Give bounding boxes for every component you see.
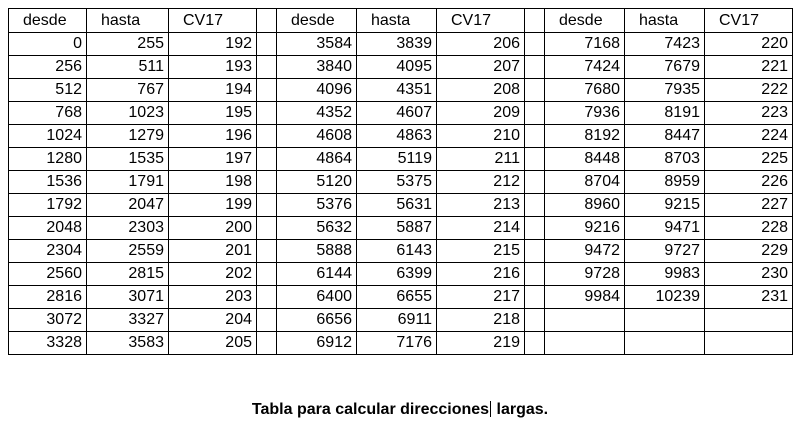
table-row — [9, 217, 793, 240]
table-row — [9, 125, 793, 148]
cell-hasta: 4607 — [357, 102, 437, 125]
column-separator — [257, 194, 277, 217]
table-row — [9, 263, 793, 286]
header-hasta: hasta — [87, 9, 169, 33]
column-separator — [257, 125, 277, 148]
header-desde: desde — [277, 9, 357, 33]
cell-hasta: 767 — [87, 79, 169, 102]
cell-hasta: 9215 — [625, 194, 705, 217]
cell-cv17: 204 — [169, 309, 257, 332]
cell-desde: 7680 — [545, 79, 625, 102]
cell-hasta: 4351 — [357, 79, 437, 102]
cell-hasta: 2559 — [87, 240, 169, 263]
cell-desde: 3072 — [9, 309, 87, 332]
cell-cv17: 223 — [705, 102, 793, 125]
cell-cv17: 226 — [705, 171, 793, 194]
cell-cv17: 209 — [437, 102, 525, 125]
column-separator — [525, 171, 545, 194]
cell-desde: 6144 — [277, 263, 357, 286]
cell-desde: 3328 — [9, 332, 87, 355]
cell-desde: 2048 — [9, 217, 87, 240]
cell-cv17: 219 — [437, 332, 525, 355]
header-hasta: hasta — [357, 9, 437, 33]
caption-text: Tabla para calcular direcciones — [251, 401, 490, 418]
column-separator — [525, 125, 545, 148]
cell-desde: 768 — [9, 102, 87, 125]
cell-desde: 5888 — [277, 240, 357, 263]
cell-desde — [545, 309, 625, 332]
cell-hasta: 6911 — [357, 309, 437, 332]
cell-hasta: 1535 — [87, 148, 169, 171]
cell-hasta — [625, 309, 705, 332]
cell-hasta: 7935 — [625, 79, 705, 102]
cell-desde: 5376 — [277, 194, 357, 217]
cell-hasta: 8703 — [625, 148, 705, 171]
column-separator — [525, 217, 545, 240]
cell-hasta — [625, 332, 705, 355]
cell-desde: 9216 — [545, 217, 625, 240]
table-row — [9, 56, 793, 79]
cell-desde: 7936 — [545, 102, 625, 125]
cell-cv17: 218 — [437, 309, 525, 332]
cell-desde: 4096 — [277, 79, 357, 102]
cell-desde: 9472 — [545, 240, 625, 263]
cell-desde: 8960 — [545, 194, 625, 217]
cell-cv17: 199 — [169, 194, 257, 217]
cell-cv17: 216 — [437, 263, 525, 286]
cell-cv17: 227 — [705, 194, 793, 217]
table-caption — [0, 401, 800, 419]
cell-cv17: 198 — [169, 171, 257, 194]
cell-hasta: 2047 — [87, 194, 169, 217]
cell-desde: 3840 — [277, 56, 357, 79]
column-separator — [525, 309, 545, 332]
cell-cv17: 193 — [169, 56, 257, 79]
cell-cv17: 194 — [169, 79, 257, 102]
table-row — [9, 332, 793, 355]
cell-hasta: 3071 — [87, 286, 169, 309]
cell-desde: 4864 — [277, 148, 357, 171]
cell-hasta: 1023 — [87, 102, 169, 125]
cell-cv17: 213 — [437, 194, 525, 217]
cell-cv17: 207 — [437, 56, 525, 79]
column-separator — [525, 148, 545, 171]
cell-desde: 256 — [9, 56, 87, 79]
cell-cv17: 228 — [705, 217, 793, 240]
cell-hasta: 1279 — [87, 125, 169, 148]
header-hasta: hasta — [625, 9, 705, 33]
cell-desde — [545, 332, 625, 355]
column-separator — [257, 217, 277, 240]
cell-cv17: 222 — [705, 79, 793, 102]
cell-desde: 3584 — [277, 33, 357, 56]
cell-cv17: 203 — [169, 286, 257, 309]
column-separator — [525, 79, 545, 102]
cv17-address-table — [8, 8, 793, 355]
cell-cv17: 195 — [169, 102, 257, 125]
cell-cv17: 206 — [437, 33, 525, 56]
cell-cv17: 229 — [705, 240, 793, 263]
cell-hasta: 10239 — [625, 286, 705, 309]
table-row — [9, 286, 793, 309]
cell-desde: 1024 — [9, 125, 87, 148]
table-row — [9, 194, 793, 217]
cell-desde: 2560 — [9, 263, 87, 286]
cell-cv17: 196 — [169, 125, 257, 148]
cell-hasta: 8447 — [625, 125, 705, 148]
cell-cv17: 210 — [437, 125, 525, 148]
cell-cv17: 197 — [169, 148, 257, 171]
cell-desde: 5632 — [277, 217, 357, 240]
cell-desde: 8704 — [545, 171, 625, 194]
cell-hasta: 6399 — [357, 263, 437, 286]
column-separator — [257, 79, 277, 102]
header-cv17: CV17 — [169, 9, 257, 33]
column-separator — [525, 56, 545, 79]
cell-desde: 4352 — [277, 102, 357, 125]
cell-hasta: 4095 — [357, 56, 437, 79]
table-row — [9, 102, 793, 125]
cell-hasta: 8191 — [625, 102, 705, 125]
column-separator — [257, 148, 277, 171]
cell-cv17 — [705, 309, 793, 332]
cell-hasta: 7176 — [357, 332, 437, 355]
header-desde: desde — [9, 9, 87, 33]
column-separator — [257, 309, 277, 332]
cell-hasta: 5119 — [357, 148, 437, 171]
cell-cv17: 225 — [705, 148, 793, 171]
cell-desde: 9728 — [545, 263, 625, 286]
cell-cv17: 208 — [437, 79, 525, 102]
column-separator — [525, 286, 545, 309]
column-separator — [257, 171, 277, 194]
column-separator — [257, 56, 277, 79]
cell-desde: 1536 — [9, 171, 87, 194]
cell-desde: 6400 — [277, 286, 357, 309]
cell-hasta: 3583 — [87, 332, 169, 355]
cell-hasta: 3839 — [357, 33, 437, 56]
cell-desde: 1280 — [9, 148, 87, 171]
table-row — [9, 79, 793, 102]
header-cv17: CV17 — [705, 9, 793, 33]
cell-desde: 512 — [9, 79, 87, 102]
column-separator — [257, 102, 277, 125]
cell-cv17: 230 — [705, 263, 793, 286]
header-desde: desde — [545, 9, 625, 33]
cell-cv17: 200 — [169, 217, 257, 240]
table-row — [9, 171, 793, 194]
column-separator — [525, 102, 545, 125]
text-cursor — [490, 401, 491, 417]
column-separator — [525, 33, 545, 56]
column-separator — [525, 332, 545, 355]
cell-hasta: 1791 — [87, 171, 169, 194]
cell-hasta: 6143 — [357, 240, 437, 263]
cell-cv17: 231 — [705, 286, 793, 309]
column-separator — [525, 240, 545, 263]
column-separator — [257, 286, 277, 309]
column-separator — [525, 9, 545, 33]
table-header-row — [9, 9, 793, 33]
column-separator — [257, 263, 277, 286]
cell-hasta: 3327 — [87, 309, 169, 332]
cell-desde: 6912 — [277, 332, 357, 355]
cell-hasta: 4863 — [357, 125, 437, 148]
header-cv17: CV17 — [437, 9, 525, 33]
cell-hasta: 8959 — [625, 171, 705, 194]
cell-desde: 1792 — [9, 194, 87, 217]
document-page — [8, 8, 792, 380]
cell-cv17: 214 — [437, 217, 525, 240]
cell-hasta: 2815 — [87, 263, 169, 286]
cell-cv17: 205 — [169, 332, 257, 355]
cell-cv17: 212 — [437, 171, 525, 194]
table-row — [9, 240, 793, 263]
cell-cv17: 215 — [437, 240, 525, 263]
cell-hasta: 511 — [87, 56, 169, 79]
caption-text-end: largas. — [492, 401, 549, 418]
cell-hasta: 9471 — [625, 217, 705, 240]
table-row — [9, 309, 793, 332]
cell-desde: 8192 — [545, 125, 625, 148]
cell-cv17: 220 — [705, 33, 793, 56]
table-row — [9, 148, 793, 171]
cell-desde: 4608 — [277, 125, 357, 148]
cell-desde: 2304 — [9, 240, 87, 263]
table-row — [9, 33, 793, 56]
cell-cv17: 201 — [169, 240, 257, 263]
cell-cv17: 211 — [437, 148, 525, 171]
cell-desde: 7168 — [545, 33, 625, 56]
cell-hasta: 255 — [87, 33, 169, 56]
cell-cv17: 221 — [705, 56, 793, 79]
column-separator — [257, 240, 277, 263]
cell-hasta: 9983 — [625, 263, 705, 286]
cell-hasta: 9727 — [625, 240, 705, 263]
cell-hasta: 6655 — [357, 286, 437, 309]
cell-desde: 7424 — [545, 56, 625, 79]
column-separator — [525, 263, 545, 286]
cell-desde: 2816 — [9, 286, 87, 309]
cell-desde: 0 — [9, 33, 87, 56]
cell-cv17: 217 — [437, 286, 525, 309]
column-separator — [257, 33, 277, 56]
cell-cv17: 192 — [169, 33, 257, 56]
column-separator — [257, 9, 277, 33]
cell-cv17: 224 — [705, 125, 793, 148]
cell-desde: 9984 — [545, 286, 625, 309]
column-separator — [257, 332, 277, 355]
cell-cv17 — [705, 332, 793, 355]
column-separator — [525, 194, 545, 217]
cell-desde: 8448 — [545, 148, 625, 171]
cell-hasta: 5375 — [357, 171, 437, 194]
cell-hasta: 5631 — [357, 194, 437, 217]
cell-desde: 5120 — [277, 171, 357, 194]
cell-hasta: 7679 — [625, 56, 705, 79]
cell-desde: 6656 — [277, 309, 357, 332]
cell-hasta: 7423 — [625, 33, 705, 56]
cell-hasta: 2303 — [87, 217, 169, 240]
cell-cv17: 202 — [169, 263, 257, 286]
cell-hasta: 5887 — [357, 217, 437, 240]
